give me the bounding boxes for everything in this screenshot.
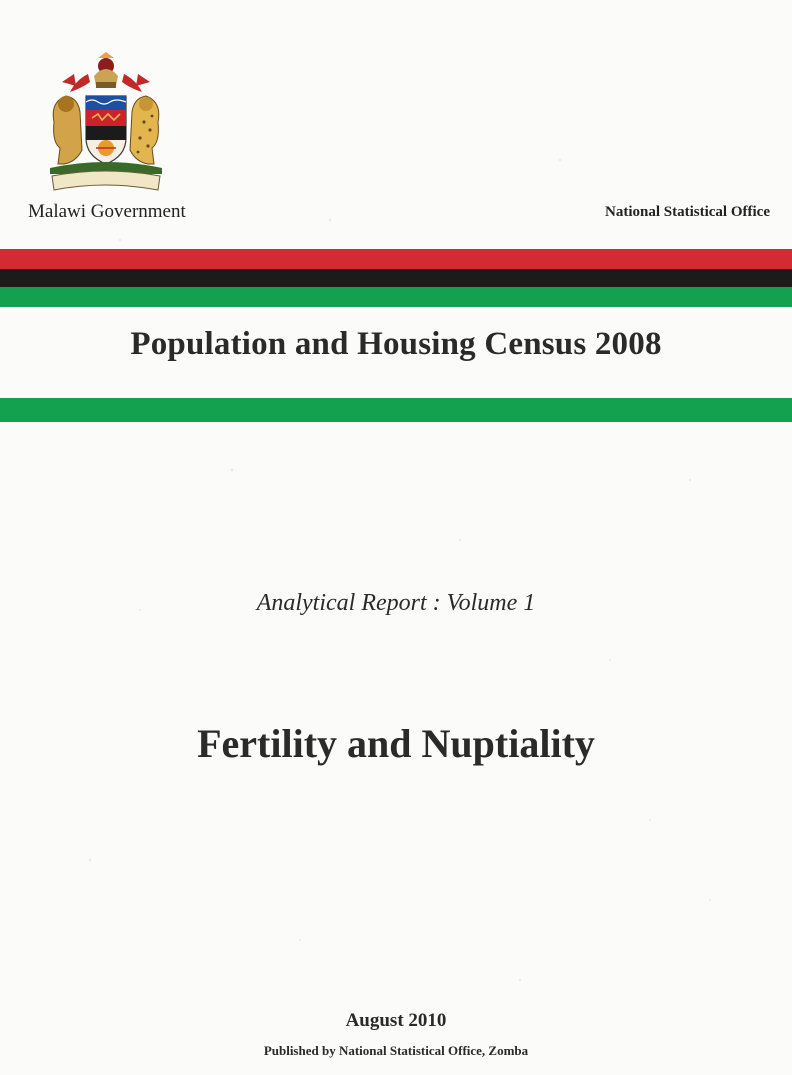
flag-stripe-green xyxy=(0,287,792,307)
government-label: Malawi Government xyxy=(28,201,186,222)
flag-stripe-red xyxy=(0,249,792,269)
office-label: National Statistical Office xyxy=(605,204,770,220)
flag-stripe-black xyxy=(0,269,792,287)
divider-stripe-green xyxy=(0,398,792,422)
publication-date: August 2010 xyxy=(345,1010,447,1031)
report-title: Fertility and Nuptiality xyxy=(197,721,595,766)
report-volume-subtitle: Analytical Report : Volume 1 xyxy=(256,590,536,616)
census-title: Population and Housing Census 2008 xyxy=(130,326,662,362)
publisher-line: Published by National Statistical Office, Zomba xyxy=(263,1043,529,1058)
coat-of-arms-emblem xyxy=(40,52,172,194)
